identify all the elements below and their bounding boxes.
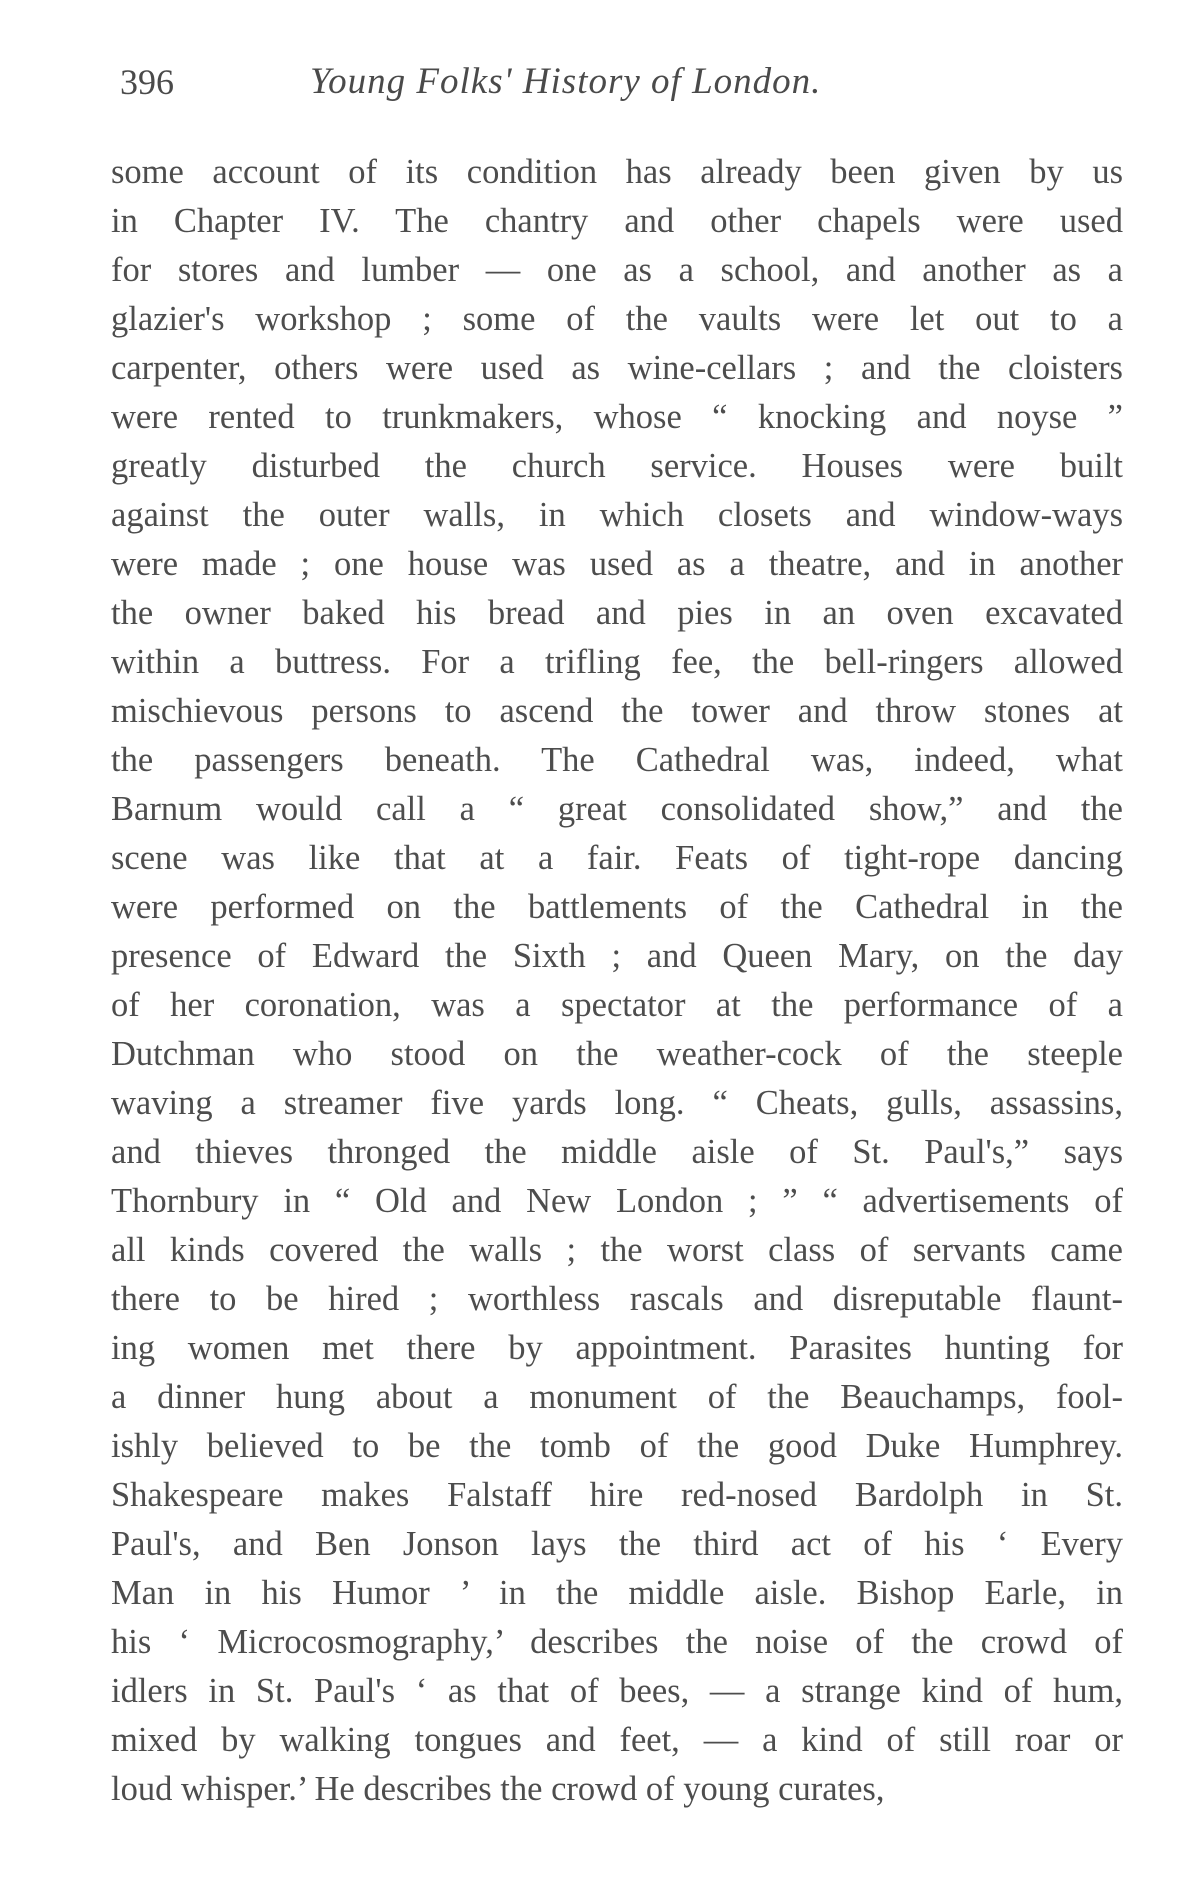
text-line: and thieves thronged the middle aisle of St. Paul's,” says bbox=[111, 1133, 1123, 1171]
text-line: presence of Edward the Sixth ; and Queen Mary, on the day bbox=[111, 937, 1123, 975]
text-line: glazier's workshop ; some of the vaults were let out to a bbox=[111, 300, 1123, 338]
text-line: mischievous persons to ascend the tower and throw stones at bbox=[111, 692, 1123, 730]
text-line: Man in his Humor ’ in the middle aisle. Bishop Earle, in bbox=[111, 1574, 1123, 1612]
text-line: idlers in St. Paul's ‘ as that of bees, — a strange kind of hum, bbox=[111, 1672, 1123, 1710]
text-line: greatly disturbed the church service. Houses were built bbox=[111, 447, 1123, 485]
text-line: were rented to trunkmakers, whose “ knocking and noyse ” bbox=[111, 398, 1123, 436]
running-title: Young Folks' History of London. bbox=[310, 61, 822, 102]
text-line: against the outer walls, in which closets and window-ways bbox=[111, 496, 1123, 534]
text-line: Dutchman who stood on the weather-cock of the steeple bbox=[111, 1035, 1123, 1073]
text-line: ing women met there by appointment. Parasites hunting for bbox=[111, 1329, 1123, 1367]
text-line: mixed by walking tongues and feet, — a kind of still roar or bbox=[111, 1721, 1123, 1759]
text-line: carpenter, others were used as wine-cellars ; and the cloisters bbox=[111, 349, 1123, 387]
text-line: scene was like that at a fair. Feats of tight-rope dancing bbox=[111, 839, 1123, 877]
text-line: loud whisper.’ He describes the crowd of young curates, bbox=[111, 1770, 885, 1808]
text-line: waving a streamer five yards long. “ Cheats, gulls, assassins, bbox=[111, 1084, 1123, 1122]
text-line: Paul's, and Ben Jonson lays the third act of his ‘ Every bbox=[111, 1525, 1123, 1563]
text-line: in Chapter IV. The chantry and other chapels were used bbox=[111, 202, 1123, 240]
text-line: ishly believed to be the tomb of the good Duke Humphrey. bbox=[111, 1427, 1123, 1465]
text-line: the passengers beneath. The Cathedral was, indeed, what bbox=[111, 741, 1123, 779]
body-text bbox=[111, 148, 1123, 1814]
text-line: some account of its condition has already been given by us bbox=[111, 153, 1123, 191]
text-line: within a buttress. For a trifling fee, the bell-ringers allowed bbox=[111, 643, 1123, 681]
page-number: 396 bbox=[120, 62, 174, 102]
text-line: Thornbury in “ Old and New London ; ” “ advertisements of bbox=[111, 1182, 1123, 1220]
text-line: there to be hired ; worthless rascals and disreputable flaunt- bbox=[111, 1280, 1123, 1318]
text-line: of her coronation, was a spectator at the performance of a bbox=[111, 986, 1123, 1024]
text-line: his ‘ Microcosmography,’ describes the noise of the crowd of bbox=[111, 1623, 1123, 1661]
running-head bbox=[120, 58, 950, 106]
text-line: for stores and lumber — one as a school, and another as a bbox=[111, 251, 1123, 289]
text-line: Shakespeare makes Falstaff hire red-nosed Bardolph in St. bbox=[111, 1476, 1123, 1514]
text-line: Barnum would call a “ great consolidated show,” and the bbox=[111, 790, 1123, 828]
text-line: a dinner hung about a monument of the Beauchamps, fool- bbox=[111, 1378, 1123, 1416]
text-line: were made ; one house was used as a theatre, and in another bbox=[111, 545, 1123, 583]
text-line: the owner baked his bread and pies in an oven excavated bbox=[111, 594, 1123, 632]
text-line: all kinds covered the walls ; the worst class of servants came bbox=[111, 1231, 1123, 1269]
text-line: were performed on the battlements of the Cathedral in the bbox=[111, 888, 1123, 926]
